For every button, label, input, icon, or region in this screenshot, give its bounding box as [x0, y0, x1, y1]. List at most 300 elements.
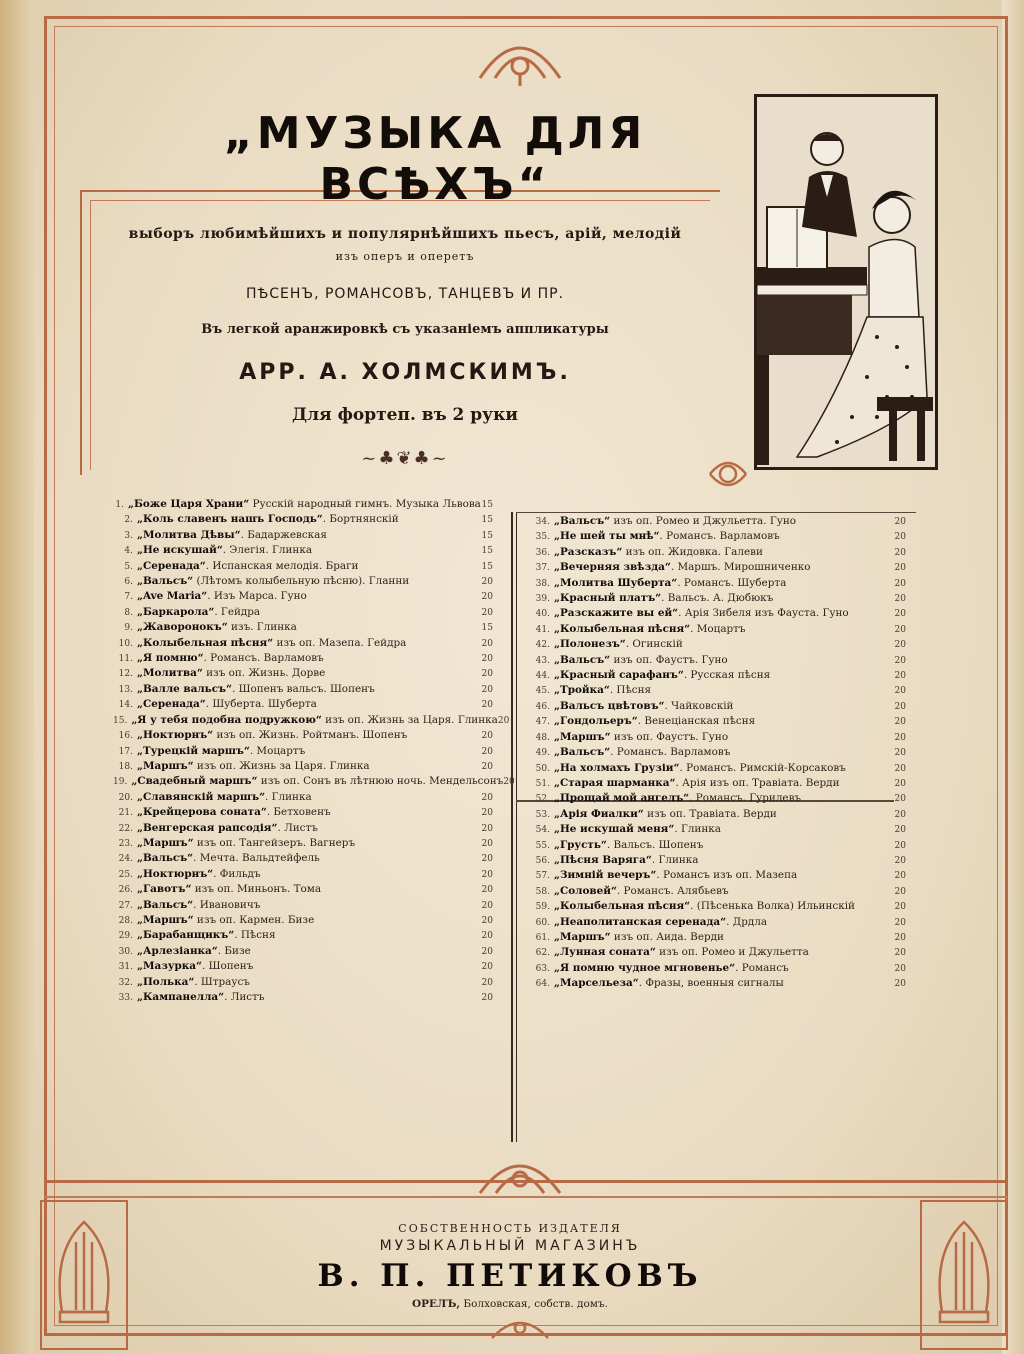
- item-title: „Коль славенъ нашъ Господь“: [137, 513, 323, 526]
- item-title: „Разсказъ“: [554, 545, 623, 558]
- item-title: „Я помню“: [137, 652, 204, 665]
- arranger-credit: АРР. А. ХОЛМСКИМЪ.: [239, 360, 571, 385]
- item-number: 52.: [535, 794, 550, 805]
- item-detail: . Шопенъ вальсъ. Шопенъ: [231, 682, 375, 695]
- item-page: 20: [894, 778, 906, 789]
- item-detail: изъ оп. Кармен. Бизе: [193, 913, 315, 926]
- item-title: „Не искушай меня“: [554, 823, 675, 836]
- item-number: 15.: [113, 715, 128, 726]
- item-page: 20: [481, 915, 493, 926]
- item-number: 33.: [118, 993, 133, 1003]
- item-text: [554, 884, 884, 898]
- item-detail: . Бетховенъ: [266, 806, 331, 819]
- publisher-city: ОРЕЛЪ,: [411, 1298, 461, 1310]
- item-text: [554, 945, 884, 959]
- item-detail: . Гейдра: [214, 605, 261, 618]
- item-number: 54.: [535, 825, 550, 836]
- item-detail: . Вальсъ. А. Дюбюкъ: [661, 592, 774, 605]
- piano-illustration: [754, 94, 938, 470]
- item-detail: изъ оп. Жизнь. Дорвe: [202, 667, 326, 680]
- item-detail: . Романсъ: [735, 961, 789, 974]
- item-page: 20: [481, 993, 493, 1003]
- item-title: „Я помню чудное мгновенье“: [554, 961, 736, 974]
- base-ornament-icon: [488, 1312, 552, 1340]
- item-number: 43.: [535, 655, 550, 666]
- item-title: „Жаворонокъ“: [137, 621, 228, 634]
- item-detail: . Шопенъ: [201, 960, 254, 973]
- item-page: 20: [481, 669, 493, 680]
- list-item: [530, 868, 906, 883]
- item-number: 58.: [535, 886, 550, 897]
- item-detail: . Романсъ. Шуберта: [677, 576, 787, 589]
- item-page: 20: [894, 855, 906, 866]
- item-detail: изъ оп. Травіата. Верди: [643, 807, 777, 820]
- item-page: 20: [894, 932, 906, 943]
- item-title: „Свадебный маршъ“: [131, 775, 258, 788]
- item-page: 20: [894, 963, 906, 974]
- list-item: [113, 744, 493, 759]
- item-number: 48.: [535, 732, 550, 743]
- list-item: [530, 714, 906, 729]
- item-detail: изъ оп. Миньонъ. Тома: [191, 883, 322, 896]
- item-number: 55.: [535, 840, 550, 851]
- item-text: [554, 560, 884, 574]
- item-text: [137, 759, 471, 773]
- list-item: [530, 761, 906, 776]
- item-detail: . Маршъ. Мирошниченко: [670, 561, 811, 574]
- item-text: [554, 730, 884, 744]
- item-text: [554, 745, 884, 759]
- item-page: 20: [481, 900, 493, 911]
- item-page: 20: [894, 624, 906, 635]
- item-number: 38.: [535, 578, 550, 589]
- item-number: 57.: [535, 871, 550, 882]
- item-text: [137, 651, 471, 665]
- item-title: „Вальсъ“: [554, 746, 611, 759]
- item-text: [137, 744, 471, 758]
- item-title: „Молитва Шуберта“: [554, 576, 678, 589]
- item-title: „Гондольеръ“: [554, 715, 638, 728]
- item-page: 20: [481, 700, 493, 711]
- item-page: 20: [497, 715, 510, 726]
- item-title: „Вальсъ“: [554, 515, 611, 527]
- publisher-shop: МУЗЫКАЛЬНЫЙ МАГАЗИНЪ: [379, 1238, 641, 1254]
- item-number: 32.: [118, 977, 133, 988]
- item-page: 20: [481, 946, 493, 957]
- item-detail: . Ивановичъ: [193, 898, 261, 911]
- item-title: „Лунная соната“: [554, 946, 656, 959]
- item-title: „Баркарола“: [137, 605, 215, 618]
- item-text: [137, 636, 471, 650]
- item-page: 20: [894, 871, 906, 882]
- item-detail: . Чайковскій: [664, 699, 734, 712]
- item-number: 36.: [535, 547, 550, 558]
- list-item: [530, 560, 906, 575]
- item-number: 62.: [535, 948, 550, 959]
- subtitle-line-3: ПѢСЕНЪ, РОМАНСОВЪ, ТАНЦЕВЪ И ПР.: [245, 286, 565, 302]
- item-title: „Колыбельная пѣсня“: [554, 622, 691, 635]
- list-item: [530, 807, 906, 822]
- list-item: [530, 545, 906, 560]
- item-title: „Молитва“: [137, 667, 203, 680]
- lyre-left-icon: [42, 1202, 126, 1348]
- item-text: [554, 807, 884, 821]
- item-number: 61.: [535, 932, 550, 943]
- list-item: [530, 529, 906, 544]
- list-item: [530, 945, 906, 960]
- item-number: 27.: [118, 900, 133, 911]
- list-item: [113, 682, 493, 697]
- publisher-ownership: СОБСТВЕННОСТЬ ИЗДАТЕЛЯ: [398, 1222, 622, 1235]
- instrument-line: Для фортеп. въ 2 руки: [292, 405, 518, 425]
- item-detail: . Элегія. Глинка: [222, 544, 313, 557]
- item-detail: . Фильдъ: [213, 867, 261, 880]
- flourish-divider-icon: ~♣❦♣~: [361, 448, 449, 469]
- item-detail: . Листъ: [277, 821, 318, 834]
- publisher-name: В. П. ПЕТИКОВЪ: [317, 1258, 703, 1294]
- item-page: 20: [894, 825, 906, 836]
- item-text: [137, 805, 471, 819]
- publisher-address: [320, 1298, 700, 1310]
- item-text: [137, 790, 471, 804]
- item-detail: . Испанская мелодія. Браги: [205, 559, 359, 572]
- item-title: „Вальсъ цвѣтовъ“: [554, 699, 665, 712]
- item-text: [554, 930, 884, 944]
- item-detail: . Романсъ. Алябьевъ: [616, 884, 729, 897]
- item-page: 20: [894, 732, 906, 743]
- item-number: 37.: [535, 563, 550, 574]
- item-detail: . Арія изъ оп. Травіата. Верди: [675, 776, 840, 789]
- contents-list-right: [530, 514, 906, 992]
- list-item: [113, 867, 493, 882]
- item-detail: . (Пѣсенька Волка) Ильинскій: [690, 900, 855, 913]
- top-ornament-icon: [470, 28, 570, 88]
- item-detail: . Шуберта. Шуберта: [205, 698, 317, 711]
- item-page: 20: [894, 794, 906, 805]
- item-page: 20: [894, 609, 906, 620]
- item-page: 20: [481, 592, 493, 603]
- item-title: „Валле вальсъ“: [137, 682, 232, 695]
- piano-scene-icon: [757, 97, 935, 467]
- item-page: 20: [894, 809, 906, 820]
- item-text: [137, 605, 471, 619]
- item-title: „Зимній вечеръ“: [554, 869, 657, 882]
- item-page: 20: [894, 547, 906, 558]
- item-number: 25.: [118, 869, 133, 880]
- item-page: 20: [894, 640, 906, 651]
- item-page: 20: [481, 607, 493, 618]
- item-title: „Вальсъ“: [137, 575, 194, 588]
- item-title: „Соловей“: [554, 884, 617, 897]
- item-page: 20: [894, 578, 906, 589]
- item-number: 19.: [113, 777, 128, 788]
- item-detail: . Мечта. Вальдтейфель: [193, 852, 320, 865]
- list-item: [530, 606, 906, 621]
- item-text: [131, 774, 503, 788]
- item-text: [554, 899, 884, 913]
- item-page: 20: [894, 563, 906, 574]
- item-detail: . Огинскій: [625, 638, 683, 651]
- list-item: [530, 915, 906, 930]
- item-page: 20: [894, 840, 906, 851]
- list-item: [113, 774, 515, 789]
- item-detail: . Бизе: [217, 944, 251, 957]
- item-page: 20: [894, 594, 906, 605]
- item-page: 20: [894, 886, 906, 897]
- item-title: „Полонезъ“: [554, 638, 626, 651]
- page-title: „МУЗЫКА ДЛЯ ВСѢХЪ“: [223, 108, 647, 210]
- lyre-right-icon: [922, 1202, 1006, 1348]
- list-item: [530, 791, 906, 806]
- item-number: 16.: [118, 731, 133, 742]
- item-detail: . Штраусъ: [194, 975, 250, 988]
- item-text: [137, 882, 471, 896]
- item-number: 10.: [118, 638, 133, 649]
- list-item: [530, 683, 906, 698]
- item-text: [554, 653, 884, 667]
- item-number: 13.: [118, 684, 133, 695]
- item-text: [137, 697, 471, 711]
- item-number: 63.: [535, 963, 550, 974]
- lyre-panel-right: [920, 1200, 1008, 1350]
- item-title: „Марсельеза“: [554, 977, 639, 990]
- item-detail: . Листъ: [224, 991, 265, 1003]
- item-number: 39.: [535, 594, 550, 605]
- item-page: 20: [894, 917, 906, 928]
- item-detail: изъ оп. Аида. Верди: [610, 930, 724, 943]
- item-number: 26.: [118, 885, 133, 896]
- item-page: 20: [481, 654, 493, 665]
- list-item: [113, 836, 493, 851]
- item-text: [554, 915, 884, 929]
- item-page: 20: [894, 655, 906, 666]
- item-number: 41.: [535, 624, 550, 635]
- item-title: „Вальсъ“: [554, 653, 611, 666]
- item-page: 20: [894, 532, 906, 543]
- item-text: [137, 666, 471, 680]
- item-detail: . Глинка: [651, 853, 699, 866]
- item-title: „Маршъ“: [137, 913, 194, 926]
- item-number: 31.: [118, 962, 133, 973]
- list-item: [113, 512, 493, 527]
- list-item: [113, 574, 493, 589]
- item-page: 15: [481, 500, 493, 510]
- item-number: 23.: [118, 838, 133, 849]
- list-item: [113, 497, 493, 512]
- item-text: [137, 975, 471, 989]
- list-item: [530, 961, 906, 976]
- item-page: 20: [481, 731, 493, 742]
- item-page: 20: [481, 869, 493, 880]
- item-title: „Крейцерова соната“: [137, 806, 267, 819]
- list-item: [113, 959, 493, 974]
- item-text: [137, 821, 471, 835]
- column-divider: [511, 512, 513, 1142]
- item-detail: . Фразы, военныя сигналы: [638, 977, 784, 990]
- contents-list-left: [113, 497, 515, 1005]
- item-text: [137, 836, 471, 850]
- item-title: „Не искушай“: [137, 544, 223, 557]
- item-detail: изъ оп. Жизнь за Царя. Глинка: [321, 713, 498, 726]
- item-text: [554, 576, 884, 590]
- item-detail: (Лѣтомъ колыбельную пѣсню). Гланни: [193, 575, 410, 588]
- item-title: „Гавотъ“: [137, 883, 192, 896]
- lyre-panel-left: [40, 1200, 128, 1350]
- bottom-ornament-icon: [470, 1145, 570, 1197]
- item-title: „Молитва Дѣвы“: [137, 528, 241, 541]
- item-title: „Пѣсня Варяга“: [554, 853, 652, 866]
- item-text: [554, 545, 884, 559]
- item-page: 20: [894, 671, 906, 682]
- item-page: 15: [481, 623, 493, 634]
- item-title: „Колыбельная пѣсня“: [554, 900, 691, 913]
- item-number: 56.: [535, 855, 550, 866]
- item-detail: изъ оп. Тангейзеръ. Вагнеръ: [193, 836, 356, 849]
- item-detail: . Глинка: [265, 790, 312, 803]
- subtitle-line-1: выборъ любимѣйшихъ и популярнѣйшихъ пьесъ, арій, мелодій: [128, 226, 682, 242]
- item-number: 12.: [118, 669, 133, 680]
- item-title: „Арія Фиалки“: [554, 807, 644, 820]
- item-text: [554, 683, 884, 697]
- list-item: [113, 898, 493, 913]
- item-text: [131, 713, 498, 727]
- item-text: [137, 944, 471, 958]
- item-text: [554, 622, 884, 636]
- item-title: „Колыбельная пѣсня“: [137, 636, 274, 649]
- item-title: „Прощай мой ангелъ“: [554, 792, 690, 805]
- item-number: 45.: [535, 686, 550, 697]
- item-number: 3.: [124, 530, 133, 541]
- item-number: 20.: [118, 792, 133, 803]
- item-text: [554, 822, 884, 836]
- item-title: „Красный сарафанъ“: [554, 669, 684, 682]
- item-title: „Красный платъ“: [554, 592, 662, 605]
- item-page: 15: [481, 546, 493, 557]
- item-page: 20: [481, 931, 493, 942]
- list-item: [530, 884, 906, 899]
- item-number: 50.: [535, 763, 550, 774]
- item-title: „Боже Царя Храни“: [128, 498, 250, 510]
- item-page: 15: [481, 561, 493, 572]
- list-item: [113, 543, 493, 558]
- list-item: [530, 637, 906, 652]
- item-page: 20: [481, 854, 493, 865]
- item-text: [554, 838, 884, 852]
- item-text: [554, 714, 884, 728]
- list-item: [113, 713, 510, 728]
- item-number: 2.: [124, 515, 133, 526]
- item-number: 35.: [535, 532, 550, 543]
- item-page: 20: [503, 777, 515, 788]
- item-page: 20: [481, 885, 493, 896]
- item-title: „Турецкій маршъ“: [137, 744, 250, 757]
- list-item: [530, 976, 906, 991]
- item-title: „Вечерняя звѣзда“: [554, 561, 671, 574]
- item-page: 20: [481, 638, 493, 649]
- item-number: 17.: [118, 746, 133, 757]
- item-title: „На холмахъ Грузіи“: [554, 761, 680, 774]
- item-detail: . Арія Зибеля изъ Фауста. Гуно: [678, 607, 849, 620]
- item-text: [137, 959, 471, 973]
- right-column-rule-top: [516, 512, 916, 513]
- item-text: [554, 637, 884, 651]
- list-item: [113, 589, 493, 604]
- page-edge-left: [0, 0, 34, 1354]
- item-page: 15: [481, 530, 493, 541]
- item-text: [128, 497, 481, 511]
- item-title: „Серенада“: [137, 559, 206, 572]
- item-detail: . Романсъ. Варламовъ: [659, 530, 780, 543]
- item-number: 53.: [535, 809, 550, 820]
- item-detail: . Русская пѣсня: [683, 669, 771, 682]
- item-text: [554, 591, 884, 605]
- item-text: [137, 928, 471, 942]
- item-text: [137, 851, 471, 865]
- item-page: 20: [481, 977, 493, 988]
- item-detail: . Бадаржевская: [240, 528, 327, 541]
- item-detail: . Романсъ. Варламовъ: [610, 746, 731, 759]
- item-number: 44.: [535, 671, 550, 682]
- publisher-street: Болховская, собств. домъ.: [463, 1298, 608, 1310]
- item-page: 20: [481, 808, 493, 819]
- item-title: „Серенада“: [137, 698, 206, 711]
- item-detail: изъ. Глинка: [227, 621, 297, 634]
- list-item: [530, 853, 906, 868]
- subtitle-line-4: Въ легкой аранжировкѣ съ указаніемъ аппликатуры: [201, 322, 609, 337]
- list-item: [530, 930, 906, 945]
- item-detail: . Глинка: [674, 823, 721, 836]
- list-item: [113, 559, 493, 574]
- item-number: 9.: [124, 623, 133, 634]
- item-number: 22.: [118, 823, 133, 834]
- item-text: [137, 682, 471, 696]
- list-item: [113, 975, 493, 990]
- list-item: [113, 882, 493, 897]
- item-text: [137, 990, 471, 1004]
- item-text: [554, 791, 884, 805]
- item-detail: изъ оп. Мазепа. Гейдра: [273, 636, 407, 649]
- item-title: „Старая шарманка“: [554, 776, 676, 789]
- item-number: 14.: [118, 700, 133, 711]
- item-title: „Вальсъ“: [137, 898, 194, 911]
- item-detail: . Изъ Марса. Гуно: [207, 590, 307, 603]
- item-text: [554, 606, 884, 620]
- list-item: [113, 790, 493, 805]
- side-ornament-icon: [706, 452, 750, 496]
- item-number: 1.: [115, 500, 124, 510]
- item-text: [137, 867, 471, 881]
- item-page: 20: [894, 701, 906, 712]
- item-number: 60.: [535, 917, 550, 928]
- item-text: [137, 528, 471, 542]
- item-number: 34.: [535, 517, 550, 527]
- item-page: 20: [481, 823, 493, 834]
- item-title: „Я у тебя подобна подружкою“: [131, 713, 322, 726]
- item-text: [137, 589, 471, 603]
- column-divider-thin: [516, 512, 517, 1142]
- item-title: „Барабанщикъ“: [137, 929, 235, 942]
- item-detail: . Романсъ. Варламовъ: [203, 652, 324, 665]
- item-page: 20: [481, 746, 493, 757]
- list-item: [113, 913, 493, 928]
- item-title: „Полька“: [137, 975, 195, 988]
- list-item: [530, 622, 906, 637]
- item-title: „Неаполитанская серенада“: [554, 915, 727, 928]
- item-text: [137, 543, 471, 557]
- item-detail: . Венеціанская пѣсня: [637, 715, 756, 728]
- item-text: [137, 620, 471, 634]
- item-detail: . Моцартъ: [690, 622, 746, 635]
